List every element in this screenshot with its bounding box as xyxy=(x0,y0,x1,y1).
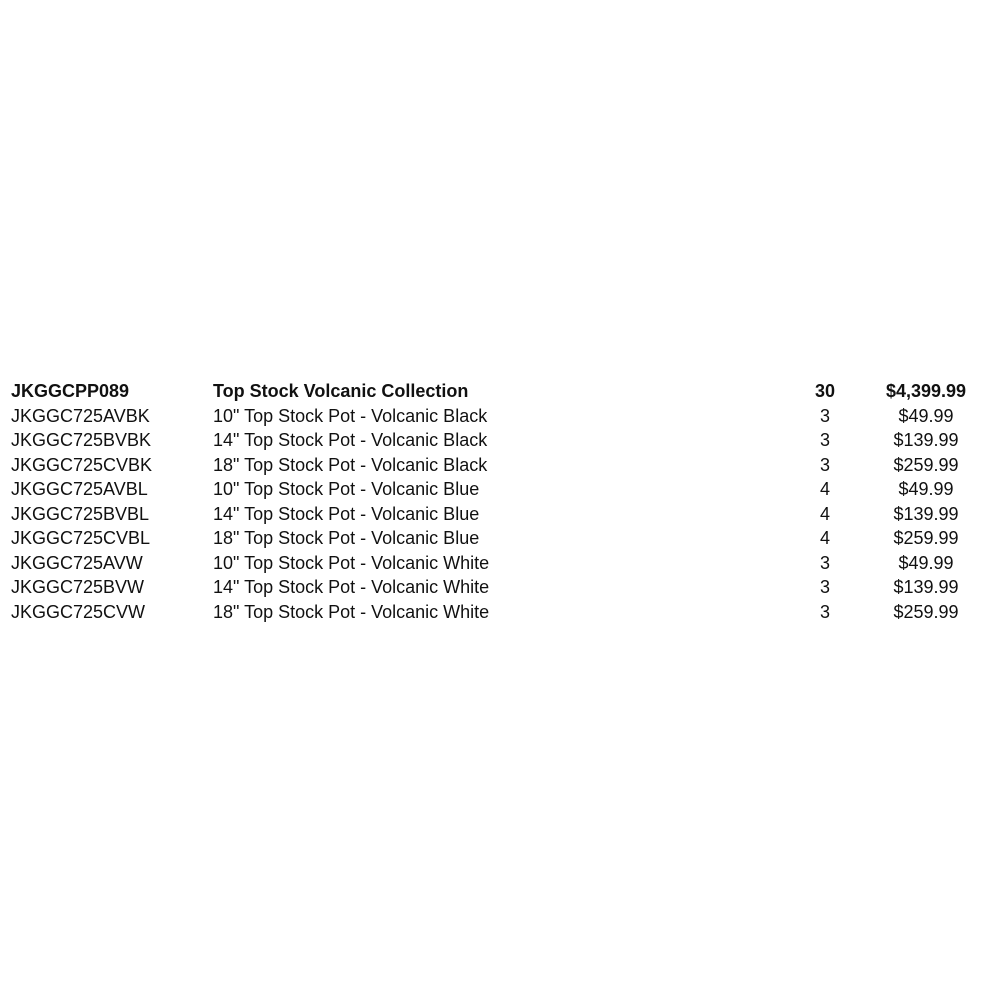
collection-qty: 30 xyxy=(814,381,836,401)
item-description: 14" Top Stock Pot - Volcanic Black xyxy=(213,430,488,450)
item-sku: JKGGC725CVBK xyxy=(11,454,153,475)
table-row xyxy=(0,575,1000,600)
item-price: $139.99 xyxy=(893,430,959,450)
collection-description: Top Stock Volcanic Collection xyxy=(213,381,469,401)
item-description: 18" Top Stock Pot - Volcanic Black xyxy=(213,454,488,475)
item-sku: JKGGC725BVW xyxy=(11,577,145,597)
collection-header-row xyxy=(0,379,1000,404)
item-description: 10" Top Stock Pot - Volcanic Black xyxy=(213,405,488,426)
item-qty: 3 xyxy=(819,601,830,622)
item-price: $49.99 xyxy=(898,479,954,499)
collection-sku: JKGGCPP089 xyxy=(11,381,130,401)
item-sku: JKGGC725CVBL xyxy=(11,528,151,548)
item-sku: JKGGC725AVBK xyxy=(11,405,150,426)
item-sku: JKGGC725AVW xyxy=(11,552,143,573)
item-sku: JKGGC725BVBK xyxy=(11,430,152,450)
item-price: $49.99 xyxy=(898,405,954,426)
item-qty: 4 xyxy=(819,503,830,524)
item-price: $49.99 xyxy=(898,552,954,573)
item-price: $139.99 xyxy=(893,577,959,597)
item-qty: 3 xyxy=(819,405,830,426)
table-row xyxy=(0,600,1000,625)
table-row xyxy=(0,477,1000,502)
item-price: $139.99 xyxy=(893,503,959,524)
item-qty: 3 xyxy=(819,454,830,475)
item-qty: 4 xyxy=(819,479,830,499)
table-row xyxy=(0,526,1000,551)
item-description: 14" Top Stock Pot - Volcanic White xyxy=(213,577,490,597)
item-sku: JKGGC725CVW xyxy=(11,601,146,622)
collection-price: $4,399.99 xyxy=(885,381,967,401)
item-price: $259.99 xyxy=(893,528,959,548)
item-qty: 3 xyxy=(819,430,830,450)
table-row xyxy=(0,551,1000,576)
table-row xyxy=(0,404,1000,429)
item-qty: 3 xyxy=(819,552,830,573)
item-sku: JKGGC725BVBL xyxy=(11,503,150,524)
item-description: 14" Top Stock Pot - Volcanic Blue xyxy=(213,503,480,524)
item-qty: 3 xyxy=(819,577,830,597)
item-description: 10" Top Stock Pot - Volcanic Blue xyxy=(213,479,480,499)
item-price: $259.99 xyxy=(893,454,959,475)
table-row xyxy=(0,502,1000,527)
table-row xyxy=(0,453,1000,478)
item-price: $259.99 xyxy=(893,601,959,622)
item-description: 18" Top Stock Pot - Volcanic White xyxy=(213,601,490,622)
item-description: 18" Top Stock Pot - Volcanic Blue xyxy=(213,528,480,548)
item-sku: JKGGC725AVBL xyxy=(11,479,148,499)
item-qty: 4 xyxy=(819,528,830,548)
product-table xyxy=(0,379,1000,624)
item-description: 10" Top Stock Pot - Volcanic White xyxy=(213,552,490,573)
table-row xyxy=(0,428,1000,453)
